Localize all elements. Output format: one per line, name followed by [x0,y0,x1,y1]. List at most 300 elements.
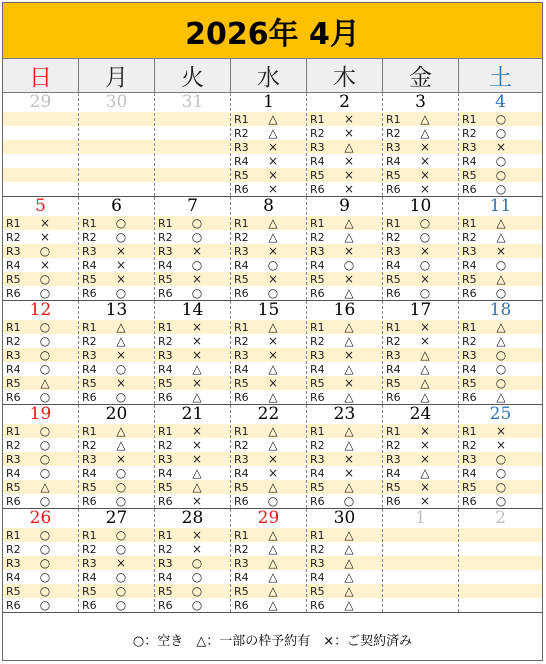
slot-label: R3 [310,348,325,362]
availability-mark: △ [344,230,354,244]
slot-row [231,528,306,542]
slot-label: R6 [6,286,21,300]
slot-row [459,424,542,438]
day-cell[interactable] [307,197,383,300]
availability-mark: △ [268,528,278,542]
slot-row [231,424,306,438]
slot-row [459,466,542,480]
empty-slot-row [3,112,78,126]
slot-row [231,112,306,126]
slot-row [3,598,78,612]
day-number: 1 [415,508,426,528]
day-number: 2 [339,92,350,112]
empty-slot-row [459,598,542,612]
slot-label: R3 [158,452,173,466]
slot-list [231,424,306,508]
slot-label: R4 [158,258,173,272]
availability-mark: × [419,334,431,348]
day-cell[interactable] [383,301,459,404]
slot-row [155,320,230,334]
slot-label: R1 [310,424,325,438]
availability-mark: ○ [115,362,127,376]
availability-mark: × [343,126,355,140]
empty-slot-row [459,570,542,584]
availability-mark: △ [344,584,354,598]
slot-row [383,286,458,300]
availability-mark: △ [344,216,354,230]
slot-row [307,438,382,452]
slot-label: R5 [386,480,401,494]
slot-label: R4 [6,362,21,376]
slot-label: R2 [310,542,325,556]
slot-row [3,466,78,480]
slot-label: R2 [6,438,21,452]
slot-list [231,112,306,196]
slot-label: R1 [158,216,173,230]
day-cell[interactable] [3,301,79,404]
slot-label: R3 [82,244,97,258]
slot-row [459,438,542,452]
slot-row [79,480,154,494]
slot-row [231,570,306,584]
availability-mark: ○ [39,570,51,584]
slot-label: R6 [82,494,97,508]
slot-row [459,334,542,348]
empty-slot-row [79,168,154,182]
availability-mark: ○ [39,334,51,348]
empty-slot-row [79,140,154,154]
slot-label: R4 [6,570,21,584]
availability-mark: △ [344,362,354,376]
slot-row [79,320,154,334]
day-cell[interactable] [79,301,155,404]
slot-row [383,168,458,182]
slot-label: R3 [82,348,97,362]
day-cell[interactable] [155,197,231,300]
slot-label: R6 [82,390,97,404]
slot-label: R2 [310,334,325,348]
availability-mark: × [267,182,279,196]
slot-row [79,452,154,466]
availability-mark: ○ [115,390,127,404]
availability-mark: ○ [39,286,51,300]
slot-row [79,244,154,258]
slot-label: R5 [234,168,249,182]
slot-label: R4 [386,362,401,376]
slot-row [383,112,458,126]
week-row [3,93,542,197]
day-number: 9 [339,196,350,216]
day-number: 19 [29,404,52,424]
slot-row [3,480,78,494]
empty-slot-row [383,598,458,612]
slot-row [79,598,154,612]
slot-row [383,216,458,230]
day-cell[interactable] [307,301,383,404]
availability-mark: △ [116,438,126,452]
slot-row [459,126,542,140]
slot-label: R2 [310,126,325,140]
availability-mark: △ [344,390,354,404]
day-cell[interactable] [79,509,155,612]
slot-label: R4 [234,154,249,168]
empty-slot-row [383,528,458,542]
slot-list [459,320,542,404]
availability-mark: △ [192,390,202,404]
empty-slot-row [155,140,230,154]
slot-label: R3 [386,140,401,154]
empty-slot-row [459,556,542,570]
slot-list [307,112,382,196]
availability-mark: × [419,182,431,196]
slot-row [231,230,306,244]
availability-mark: × [495,140,507,154]
slot-label: R5 [158,272,173,286]
empty-slot-row [383,556,458,570]
slot-label: R6 [234,494,249,508]
slot-row [307,272,382,286]
availability-mark: ○ [495,168,507,182]
slot-row [155,528,230,542]
slot-row [231,542,306,556]
availability-mark: × [267,376,279,390]
availability-mark: △ [420,466,430,480]
day-cell[interactable] [231,509,307,612]
availability-mark: △ [344,570,354,584]
slot-label: R5 [6,480,21,494]
day-cell[interactable] [3,197,79,300]
day-number: 25 [489,404,512,424]
day-cell[interactable] [231,405,307,508]
availability-mark: △ [116,320,126,334]
empty-slot-row [383,570,458,584]
slot-label: R4 [386,258,401,272]
day-cell[interactable] [79,197,155,300]
slot-label: R1 [6,424,21,438]
slot-row [79,334,154,348]
day-cell [3,93,79,196]
slot-row [231,168,306,182]
slot-list [3,320,78,404]
slot-row [383,334,458,348]
slot-row [459,272,542,286]
slot-label: R3 [386,452,401,466]
availability-mark: △ [344,320,354,334]
day-number: 4 [495,92,506,112]
availability-mark: ○ [115,216,127,230]
slot-label: R6 [310,598,325,612]
day-number: 14 [181,300,204,320]
day-number: 29 [29,92,52,112]
slot-label: R3 [462,140,477,154]
empty-slot-row [155,112,230,126]
availability-mark: △ [344,528,354,542]
availability-mark: × [115,244,127,258]
slot-label: R4 [82,466,97,480]
day-cell[interactable] [155,509,231,612]
slot-row [383,480,458,494]
slot-label: R5 [158,480,173,494]
slot-list [79,320,154,404]
slot-label: R6 [462,390,477,404]
day-number: 8 [263,196,274,216]
availability-mark: ○ [495,466,507,480]
slot-row [79,286,154,300]
weekday-header [3,59,542,93]
availability-mark: ○ [39,528,51,542]
slot-list [231,320,306,404]
slot-row [231,320,306,334]
slot-label: R2 [82,230,97,244]
availability-mark: △ [268,362,278,376]
day-cell[interactable] [3,405,79,508]
availability-mark: × [495,438,507,452]
slot-label: R6 [6,494,21,508]
slot-label: R5 [6,584,21,598]
slot-label: R5 [310,584,325,598]
availability-mark: △ [192,480,202,494]
slot-label: R3 [6,244,21,258]
slot-row [231,376,306,390]
slot-label: R6 [386,286,401,300]
slot-row [79,348,154,362]
availability-mark: × [267,154,279,168]
slot-label: R1 [462,216,477,230]
slot-row [3,258,78,272]
slot-label: R3 [158,556,173,570]
slot-label: R2 [158,438,173,452]
slot-row [3,570,78,584]
slot-label: R1 [386,216,401,230]
availability-mark: ○ [191,230,203,244]
availability-mark: ○ [495,286,507,300]
availability-mark: △ [344,140,354,154]
slot-row [155,438,230,452]
day-cell[interactable] [231,197,307,300]
slot-list [79,424,154,508]
empty-slot-row [155,154,230,168]
availability-mark: ○ [39,542,51,556]
availability-mark: × [191,528,203,542]
availability-mark: △ [268,216,278,230]
availability-mark: × [191,542,203,556]
day-cell[interactable] [383,197,459,300]
slot-row [459,452,542,466]
availability-mark: × [343,168,355,182]
day-number: 2 [495,508,506,528]
availability-mark: × [419,244,431,258]
slot-row [79,216,154,230]
day-number: 23 [333,404,356,424]
slot-label: R1 [234,528,249,542]
slot-list [383,216,458,300]
availability-mark: △ [268,570,278,584]
slot-label: R3 [310,244,325,258]
slot-row [459,168,542,182]
day-cell[interactable] [155,301,231,404]
day-number: 21 [181,404,204,424]
slot-label: R3 [82,452,97,466]
slot-row [79,362,154,376]
slot-list [155,528,230,612]
slot-row [307,598,382,612]
day-cell[interactable] [307,93,383,196]
availability-mark: × [419,272,431,286]
availability-mark: △ [344,480,354,494]
availability-mark: × [191,334,203,348]
availability-mark: △ [40,480,50,494]
day-cell[interactable] [459,197,542,300]
slot-list [79,528,154,612]
slot-label: R1 [6,528,21,542]
day-cell[interactable] [231,93,307,196]
availability-mark: △ [496,334,506,348]
slot-label: R2 [234,438,249,452]
slot-label: R5 [234,480,249,494]
slot-label: R2 [82,438,97,452]
day-cell [383,509,459,612]
slot-label: R5 [310,272,325,286]
day-cell[interactable] [383,93,459,196]
slot-row [307,286,382,300]
slot-row [383,494,458,508]
availability-mark: ○ [115,542,127,556]
slot-row [231,584,306,598]
slot-row [155,584,230,598]
slot-row [231,258,306,272]
slot-row [307,362,382,376]
day-cell[interactable] [79,405,155,508]
slot-list [383,424,458,508]
slot-row [307,542,382,556]
availability-mark: × [343,452,355,466]
week-row [3,197,542,301]
availability-mark: ○ [39,452,51,466]
day-number: 10 [409,196,432,216]
availability-mark: × [267,244,279,258]
slot-label: R6 [158,286,173,300]
slot-label: R2 [462,230,477,244]
day-number: 18 [489,300,512,320]
slot-label: R2 [386,230,401,244]
availability-mark: △ [268,424,278,438]
weekday-label: 水 [231,59,307,92]
availability-mark: △ [344,438,354,452]
availability-mark: ○ [191,570,203,584]
slot-label: R1 [310,216,325,230]
slot-row [155,244,230,258]
day-cell[interactable] [155,405,231,508]
slot-label: R1 [82,528,97,542]
slot-label: R1 [158,320,173,334]
slot-row [231,154,306,168]
slot-label: R5 [462,376,477,390]
slot-label: R4 [462,466,477,480]
availability-mark: △ [496,272,506,286]
slot-label: R5 [462,168,477,182]
slot-label: R4 [462,154,477,168]
slot-label: R4 [462,362,477,376]
slot-row [155,230,230,244]
day-number: 22 [257,404,280,424]
availability-mark: × [495,244,507,258]
day-cell[interactable] [307,405,383,508]
day-cell[interactable] [3,509,79,612]
slot-label: R6 [310,286,325,300]
day-cell[interactable] [459,93,542,196]
availability-mark: × [191,494,203,508]
day-cell[interactable] [231,301,307,404]
slot-label: R1 [386,320,401,334]
slot-row [3,556,78,570]
slot-label: R6 [462,286,477,300]
slot-list [459,528,542,612]
slot-row [383,258,458,272]
slot-row [307,258,382,272]
availability-mark: ○ [267,286,279,300]
availability-mark: △ [268,542,278,556]
availability-mark: △ [268,112,278,126]
slot-label: R2 [6,334,21,348]
slot-row [459,348,542,362]
slot-row [155,216,230,230]
slot-row [3,390,78,404]
slot-row [307,140,382,154]
slot-row [231,480,306,494]
slot-label: R4 [82,570,97,584]
slot-row [79,272,154,286]
availability-mark: × [267,272,279,286]
slot-label: R3 [462,452,477,466]
slot-row [231,216,306,230]
slot-row [79,584,154,598]
availability-mark: ○ [39,466,51,480]
availability-mark: × [115,376,127,390]
availability-mark: ○ [39,272,51,286]
availability-mark: ○ [39,390,51,404]
slot-label: R1 [158,528,173,542]
slot-label: R3 [462,348,477,362]
availability-mark: × [115,452,127,466]
day-cell[interactable] [459,405,542,508]
slot-row [155,258,230,272]
availability-mark: △ [344,556,354,570]
day-cell[interactable] [459,301,542,404]
slot-row [3,424,78,438]
slot-row [383,154,458,168]
slot-row [307,244,382,258]
slot-label: R2 [158,334,173,348]
slot-row [155,390,230,404]
slot-label: R5 [462,480,477,494]
slot-label: R5 [386,376,401,390]
slot-label: R1 [82,320,97,334]
slot-row [307,154,382,168]
availability-mark: ○ [39,424,51,438]
slot-label: R2 [386,438,401,452]
availability-mark: △ [268,584,278,598]
day-cell[interactable] [383,405,459,508]
week-row [3,301,542,405]
availability-mark: × [267,348,279,362]
slot-label: R1 [234,216,249,230]
slot-row [155,466,230,480]
slot-row [79,230,154,244]
slot-label: R5 [82,480,97,494]
availability-mark: △ [420,390,430,404]
day-cell[interactable] [307,509,383,612]
slot-label: R2 [82,542,97,556]
